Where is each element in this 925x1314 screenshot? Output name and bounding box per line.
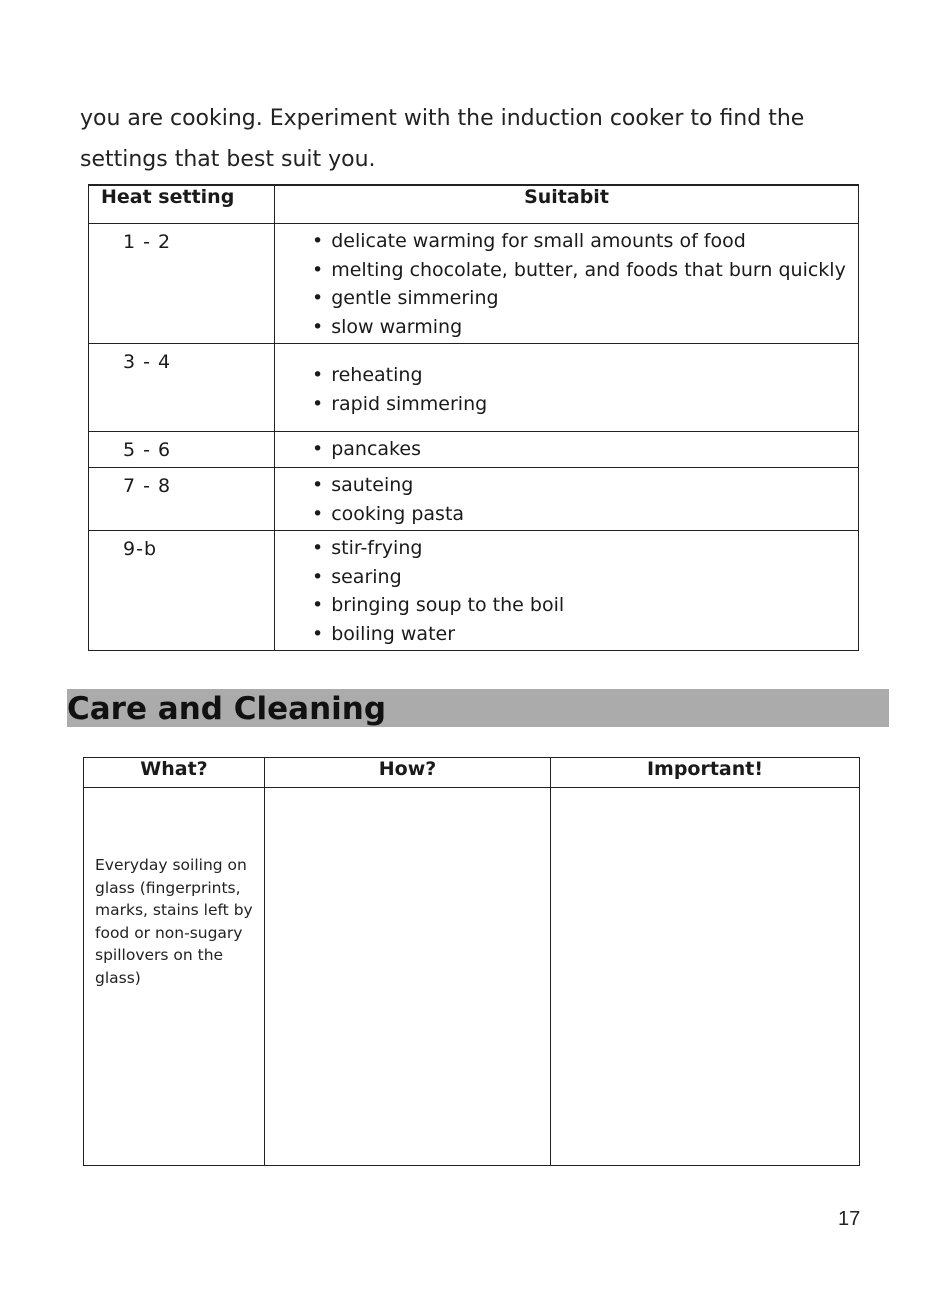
page-number: 17: [838, 1208, 861, 1230]
suitability-list: [312, 347, 858, 418]
how-cell: [265, 788, 551, 1166]
list-item: • boiling water: [312, 620, 858, 649]
list-item: • bringing soup to the boil: [312, 591, 858, 620]
list-item: • gentle simmering: [312, 284, 858, 313]
suitability-cell: [275, 468, 859, 531]
list-item: • searing: [312, 563, 858, 592]
heat-setting-header: Heat setting: [89, 185, 275, 224]
list-item: • reheating: [312, 361, 858, 390]
suitability-list: [312, 534, 858, 648]
suitability-header: Suitabit: [275, 185, 859, 224]
list-item: • stir-frying: [312, 534, 858, 563]
list-item: • melting chocolate, butter, and foods that burn quickly: [312, 256, 858, 285]
table-row: [89, 468, 859, 531]
what-cell: Everyday soiling on glass (fingerprints, marks, stains left by food or non-sugary spillovers on the glass): [84, 788, 265, 1166]
list-item: • pancakes: [312, 435, 858, 464]
how-header: How?: [265, 758, 551, 788]
heat-setting-cell: 5 - 6: [89, 432, 275, 468]
suitability-cell: [275, 531, 859, 651]
heat-table-header-row: [89, 185, 859, 224]
table-row: [89, 531, 859, 651]
intro-text: [80, 98, 880, 180]
important-header: Important!: [551, 758, 860, 788]
list-item: • slow warming: [312, 313, 858, 342]
table-row: [89, 224, 859, 344]
care-cleaning-table: [83, 757, 860, 1166]
list-item: • delicate warming for small amounts of food: [312, 227, 858, 256]
what-header: What?: [84, 758, 265, 788]
heat-setting-cell: 7 - 8: [89, 468, 275, 531]
suitability-list: [312, 435, 858, 464]
suitability-cell: [275, 344, 859, 432]
table-row: [84, 788, 860, 1166]
suitability-cell: [275, 224, 859, 344]
heat-setting-cell: 9-b: [89, 531, 275, 651]
important-cell: [551, 788, 860, 1166]
heat-setting-cell: 1 - 2: [89, 224, 275, 344]
list-item: • rapid simmering: [312, 390, 858, 419]
suitability-list: [312, 227, 858, 341]
list-item: • cooking pasta: [312, 500, 858, 529]
suitability-list: [312, 471, 858, 528]
table-row: [89, 432, 859, 468]
care-table-header-row: [84, 758, 860, 788]
suitability-cell: [275, 432, 859, 468]
section-header-bar: [67, 689, 889, 727]
heat-setting-cell: 3 - 4: [89, 344, 275, 432]
intro-line-2: settings that best suit you.: [80, 147, 376, 172]
table-row: [89, 344, 859, 432]
section-title: Care and Cleaning: [67, 691, 387, 727]
heat-setting-table: [88, 184, 859, 651]
list-item: • sauteing: [312, 471, 858, 500]
intro-line-1: you are cooking. Experiment with the induction cooker to find the: [80, 106, 805, 131]
